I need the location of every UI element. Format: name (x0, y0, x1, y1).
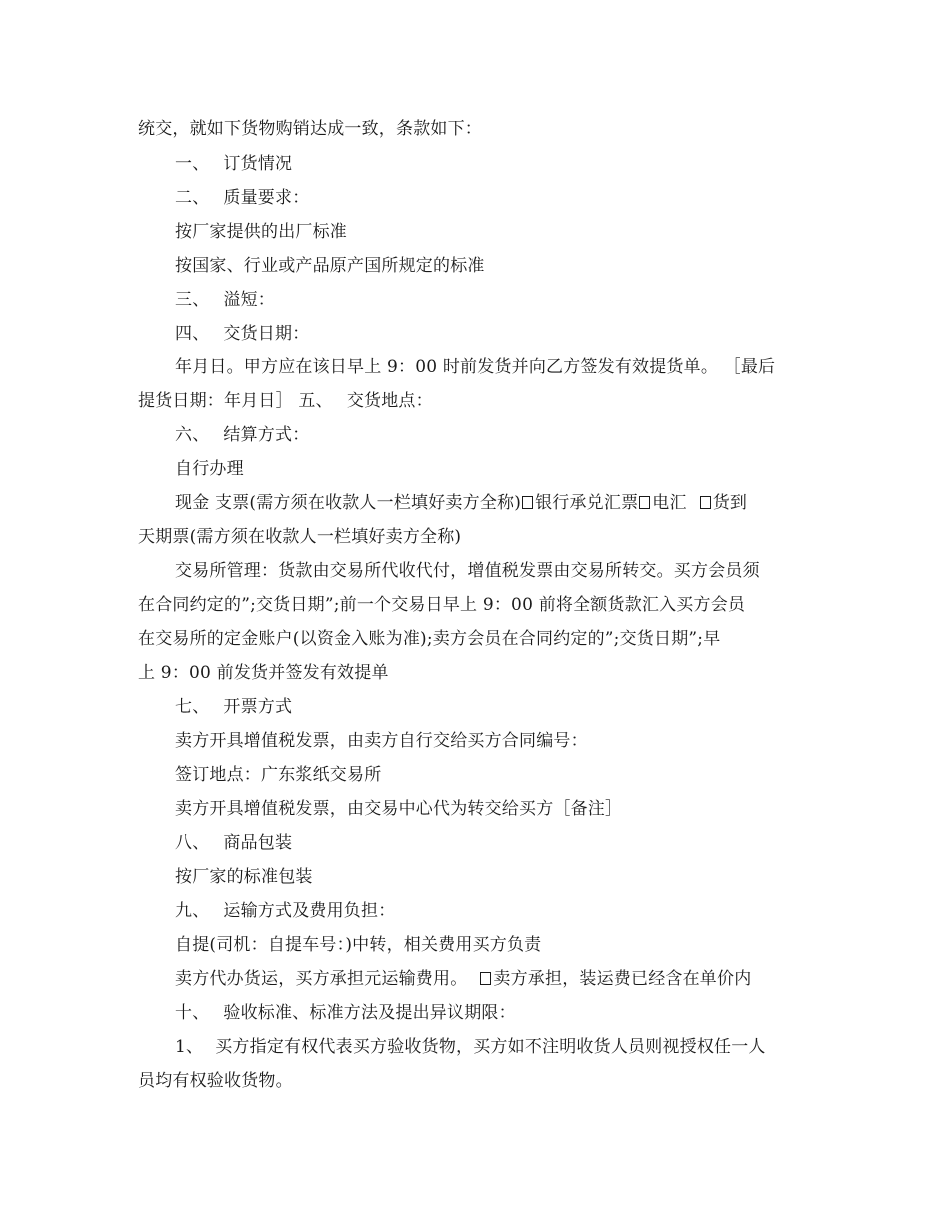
invoice-option-seller: 卖方开具增值税发票，由卖方自行交给买方合同编号： (175, 731, 588, 751)
section-title: 开票方式 (223, 697, 293, 717)
section-number: 八、 (175, 833, 210, 853)
delivery-date-text: 年月日。甲方应在该日早上 9：00 时前发货并向乙方签发有效提货单。 ［最后 (175, 357, 776, 377)
exchange-management-para-cont: 上 9：00 前发货并签发有效提单 (138, 663, 389, 683)
item-text: 买方指定有权代表买方验收货物，买方如不注明收货人员则视授权任一人 (215, 1037, 766, 1057)
item-number: 1、 (175, 1037, 204, 1057)
section-title: 运输方式及费用负担： (223, 901, 396, 921)
exchange-management-para: 交易所管理：货款由交易所代收代付，增值税发票由交易所转交。买方会员须 (175, 561, 760, 581)
payment-term-note: 天期票(需方须在收款人一栏填好卖方全称) (138, 527, 462, 547)
packaging-text: 按厂家的标准包装 (175, 867, 313, 887)
transport-seller-borne: 卖方承担，装运费已经含在单价内 (493, 969, 752, 989)
section-10-heading (175, 1002, 516, 1024)
section-number: 九、 (175, 901, 210, 921)
section-4-heading (175, 323, 309, 345)
section-3-heading (175, 289, 275, 311)
exchange-management-para-cont: 在合同约定的”;交货日期”;前一个交易日早上 9：00 前将全额货款汇入买方会员 (138, 595, 746, 615)
section-title: 交货日期： (223, 324, 310, 344)
payment-cod: 货到 (712, 493, 748, 513)
section-title: 质量要求： (223, 188, 310, 208)
section-number: 二、 (175, 188, 210, 208)
section-2-heading (175, 187, 309, 209)
checkbox-icon (639, 496, 650, 509)
settlement-self: 自行办理 (175, 459, 244, 479)
checkbox-icon (700, 496, 711, 509)
inspection-item-1 (175, 1036, 766, 1058)
section-6-heading (175, 424, 309, 446)
section-title: 商品包装 (223, 833, 293, 853)
transport-options (175, 968, 751, 990)
quality-option-factory: 按厂家提供的出厂标准 (175, 222, 347, 242)
section-title: 结算方式： (223, 425, 310, 445)
section-number: 七、 (175, 697, 210, 717)
section-title: 订货情况 (223, 154, 293, 174)
section-7-heading (175, 696, 292, 718)
section-1-heading (175, 153, 292, 175)
section-number: 三、 (175, 290, 210, 310)
section-number: 四、 (175, 324, 210, 344)
section-number: 十、 (175, 1003, 210, 1023)
payment-cash-cheque: 现金 支票(需方须在收款人一栏填好卖方全称) (175, 493, 522, 513)
transport-seller-arranged: 卖方代办货运，买方承担元运输费用。 (175, 969, 468, 989)
exchange-management-para-cont: 在交易所的定金账户(以资金入账为准);卖方会员在合同约定的”;交货日期”;早 (138, 629, 721, 649)
last-pickup-date: 提货日期：年月日］ 五、 (138, 391, 333, 411)
section-title: 溢短： (223, 290, 276, 310)
section-number: 一、 (175, 154, 210, 174)
section-8-heading (175, 832, 292, 854)
section-9-heading (175, 900, 395, 922)
checkbox-icon (480, 972, 491, 985)
inspection-item-1-cont: 员均有权验收货物。 (138, 1071, 293, 1091)
invoice-option-exchange: 卖方开具增值税发票，由交易中心代为转交给买方［备注］ (175, 799, 623, 819)
section-title: 验收标准、标准方法及提出异议期限： (223, 1003, 516, 1023)
paragraph-intro: 统交，就如下货物购销达成一致，条款如下： (138, 119, 482, 139)
quality-option-national: 按国家、行业或产品原产国所规定的标准 (175, 256, 485, 276)
signing-location: 签订地点：广东浆纸交易所 (175, 765, 382, 785)
payment-options (175, 492, 747, 514)
last-pickup-date-and-section-5 (138, 390, 433, 412)
payment-wire: 电汇 (652, 493, 687, 513)
checkbox-icon (522, 496, 533, 509)
section-number: 六、 (175, 425, 210, 445)
transport-self-pickup: 自提(司机：自提车号：)中转，相关费用买方负责 (175, 935, 542, 955)
payment-bank-draft: 银行承兑汇票 (535, 493, 639, 513)
section-title: 交货地点： (346, 391, 433, 411)
